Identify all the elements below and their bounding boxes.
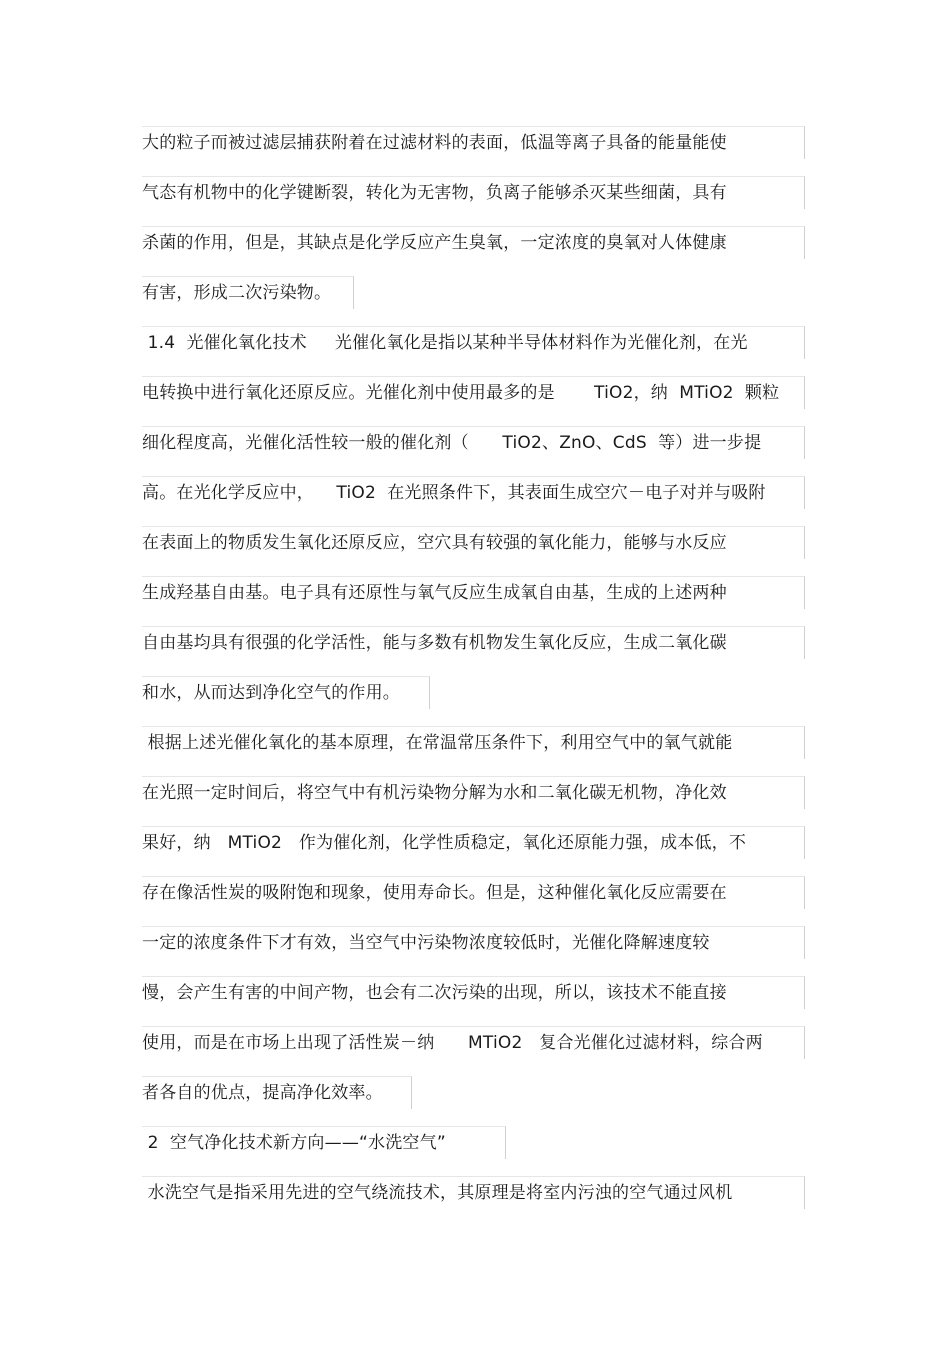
paragraph-start-line: 水洗空气是指采用先进的空气绕流技术，其原理是将室内污浊的空气通过风机 (142, 1176, 805, 1209)
text-line: 电转换中进行氧化还原反应。光催化剂中使用最多的是 TiO2，纳 MTiO2 颗粒 (142, 376, 805, 409)
text-line: 存在像活性炭的吸附饱和现象，使用寿命长。但是，这种催化氧化反应需要在 (142, 876, 805, 909)
section-heading: 2 空气净化技术新方向——“水洗空气” (142, 1126, 506, 1159)
text-line: 自由基均具有很强的化学活性，能与多数有机物发生氧化反应，生成二氧化碳 (142, 626, 805, 659)
text-line: 细化程度高，光催化活性较一般的催化剂（ TiO2、ZnO、CdS 等）进一步提 (142, 426, 805, 459)
text-line: 气态有机物中的化学键断裂，转化为无害物，负离子能够杀灭某些细菌，具有 (142, 176, 805, 209)
text-line: 在光照一定时间后，将空气中有机污染物分解为水和二氧化碳无机物，净化效 (142, 776, 805, 809)
text-line: 和水，从而达到净化空气的作用。 (142, 676, 430, 709)
text-line: 高。在光化学反应中， TiO2 在光照条件下，其表面生成空穴－电子对并与吸附 (142, 476, 805, 509)
text-line: 使用，而是在市场上出现了活性炭－纳 MTiO2 复合光催化过滤材料，综合两 (142, 1026, 805, 1059)
text-line: 慢，会产生有害的中间产物，也会有二次污染的出现，所以，该技术不能直接 (142, 976, 805, 1009)
text-line: 杀菌的作用，但是，其缺点是化学反应产生臭氧，一定浓度的臭氧对人体健康 (142, 226, 805, 259)
text-line: 一定的浓度条件下才有效，当空气中污染物浓度较低时，光催化降解速度较 (142, 926, 805, 959)
text-line: 果好，纳 MTiO2 作为催化剂，化学性质稳定，氧化还原能力强，成本低，不 (142, 826, 805, 859)
text-line: 在表面上的物质发生氧化还原反应，空穴具有较强的氧化能力，能够与水反应 (142, 526, 805, 559)
section-heading-line: 1.4 光催化氧化技术 光催化氧化是指以某种半导体材料作为光催化剂，在光 (142, 326, 805, 359)
paragraph-start-line: 根据上述光催化氧化的基本原理，在常温常压条件下，利用空气中的氧气就能 (142, 726, 805, 759)
text-line: 有害，形成二次污染物。 (142, 276, 354, 309)
text-line: 大的粒子而被过滤层捕获附着在过滤材料的表面，低温等离子具备的能量能使 (142, 126, 805, 159)
text-line: 生成羟基自由基。电子具有还原性与氧气反应生成氧自由基，生成的上述两种 (142, 576, 805, 609)
text-line: 者各自的优点，提高净化效率。 (142, 1076, 412, 1109)
